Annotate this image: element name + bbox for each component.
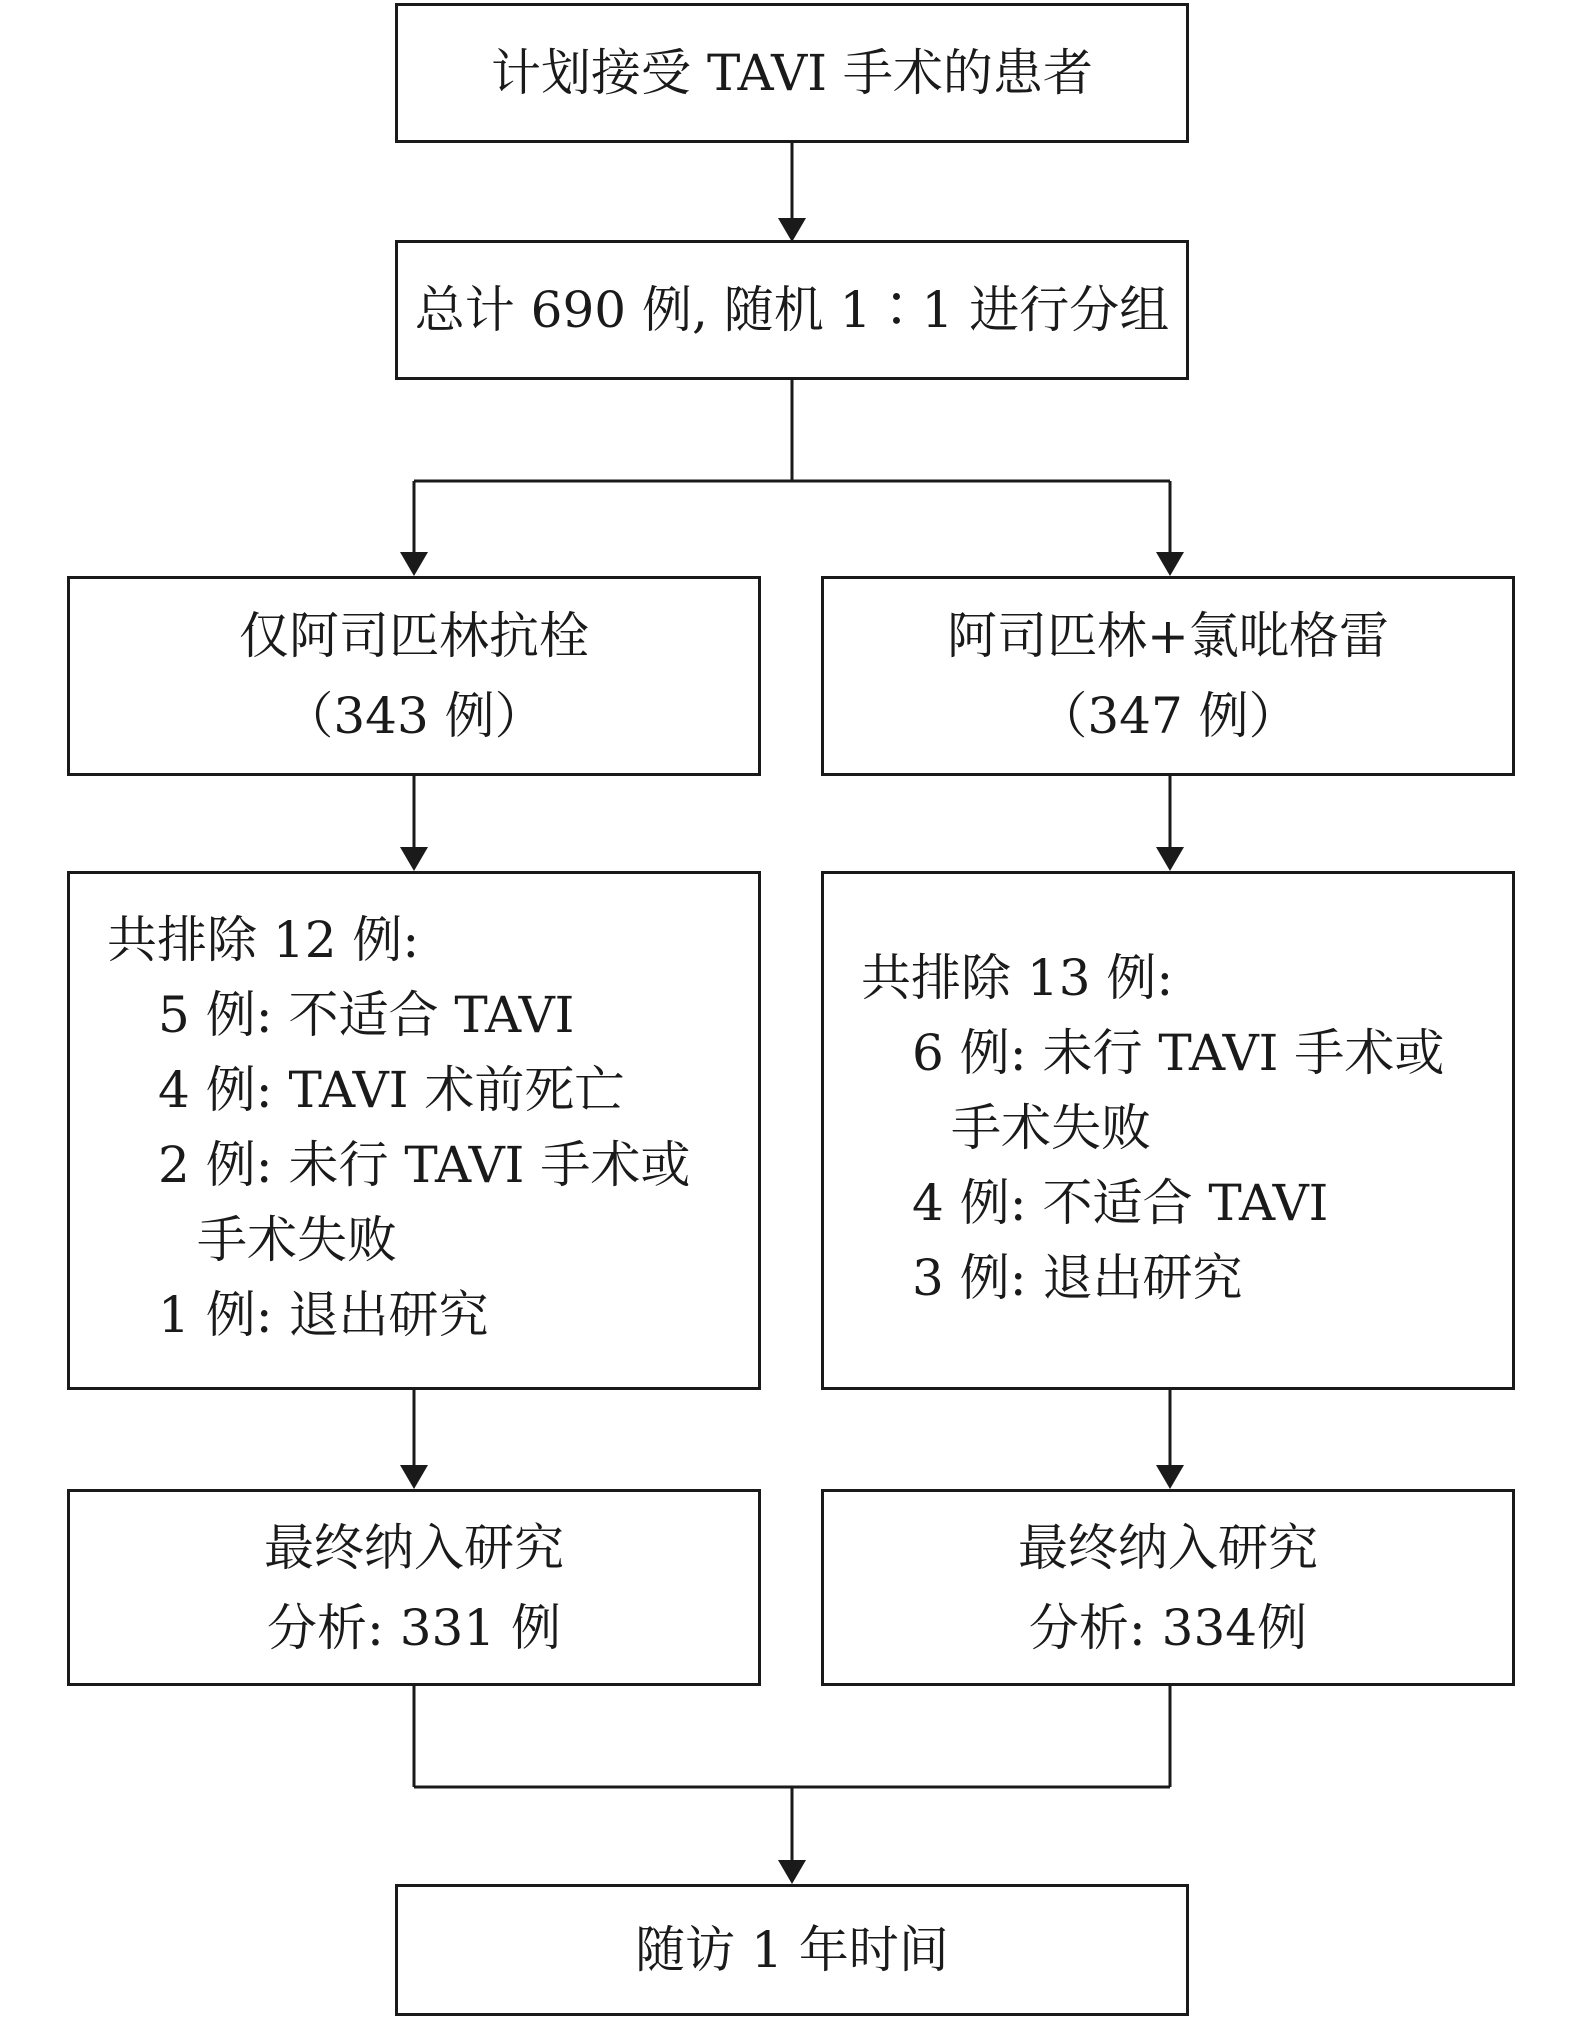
right-exclusion-box	[821, 871, 1515, 1390]
start-label: 计划接受 TAVI 手术的患者	[491, 44, 1093, 102]
left-group-count: （343 例）	[283, 687, 545, 745]
left-exclusion-item: 2 例: 未行 TAVI 手术或	[158, 1136, 691, 1194]
right-analysis-line2: 分析: 334例	[1028, 1598, 1308, 1657]
left-analysis-line2: 分析: 331 例	[266, 1598, 562, 1657]
start-box	[395, 3, 1189, 143]
left-exclusion-item: 4 例: TAVI 术前死亡	[158, 1061, 625, 1119]
right-exclusion-item: 6 例: 未行 TAVI 手术或	[912, 1024, 1445, 1082]
arrowhead-left-group	[400, 552, 428, 576]
left-exclusion-box	[67, 871, 761, 1390]
arrowhead-left-excl	[400, 847, 428, 871]
left-analysis-line1: 最终纳入研究	[264, 1518, 564, 1577]
followup-label: 随访 1 年时间	[635, 1921, 949, 1979]
left-exclusion-item: 5 例: 不适合 TAVI	[158, 986, 575, 1044]
arrowhead-left-analysis	[400, 1465, 428, 1489]
right-exclusion-item: 4 例: 不适合 TAVI	[912, 1174, 1329, 1232]
left-exclusion-item: 手术失败	[197, 1211, 397, 1269]
arrowhead-start-to-randomize	[778, 218, 806, 242]
right-group-title: 阿司匹林+氯吡格雷	[947, 607, 1389, 665]
followup-box	[395, 1884, 1189, 2016]
left-exclusion-item: 1 例: 退出研究	[158, 1286, 489, 1344]
randomize-box	[395, 240, 1189, 380]
right-analysis-box	[821, 1489, 1515, 1686]
left-analysis-box	[67, 1489, 761, 1686]
right-exclusion-title: 共排除 13 例:	[861, 949, 1174, 1007]
arrowhead-right-excl	[1156, 847, 1184, 871]
arrowhead-right-analysis	[1156, 1465, 1184, 1489]
left-exclusion-title: 共排除 12 例:	[107, 911, 420, 969]
right-group-count: （347 例）	[1037, 687, 1299, 745]
arrowhead-followup	[778, 1860, 806, 1884]
right-exclusion-item: 3 例: 退出研究	[912, 1249, 1243, 1307]
left-group-box	[67, 576, 761, 776]
right-exclusion-item: 手术失败	[951, 1099, 1151, 1157]
arrowhead-right-group	[1156, 552, 1184, 576]
right-analysis-line1: 最终纳入研究	[1018, 1518, 1318, 1577]
right-group-box	[821, 576, 1515, 776]
left-group-title: 仅阿司匹林抗栓	[239, 607, 589, 665]
randomize-label: 总计 690 例, 随机 1∶1 进行分组	[414, 281, 1170, 339]
